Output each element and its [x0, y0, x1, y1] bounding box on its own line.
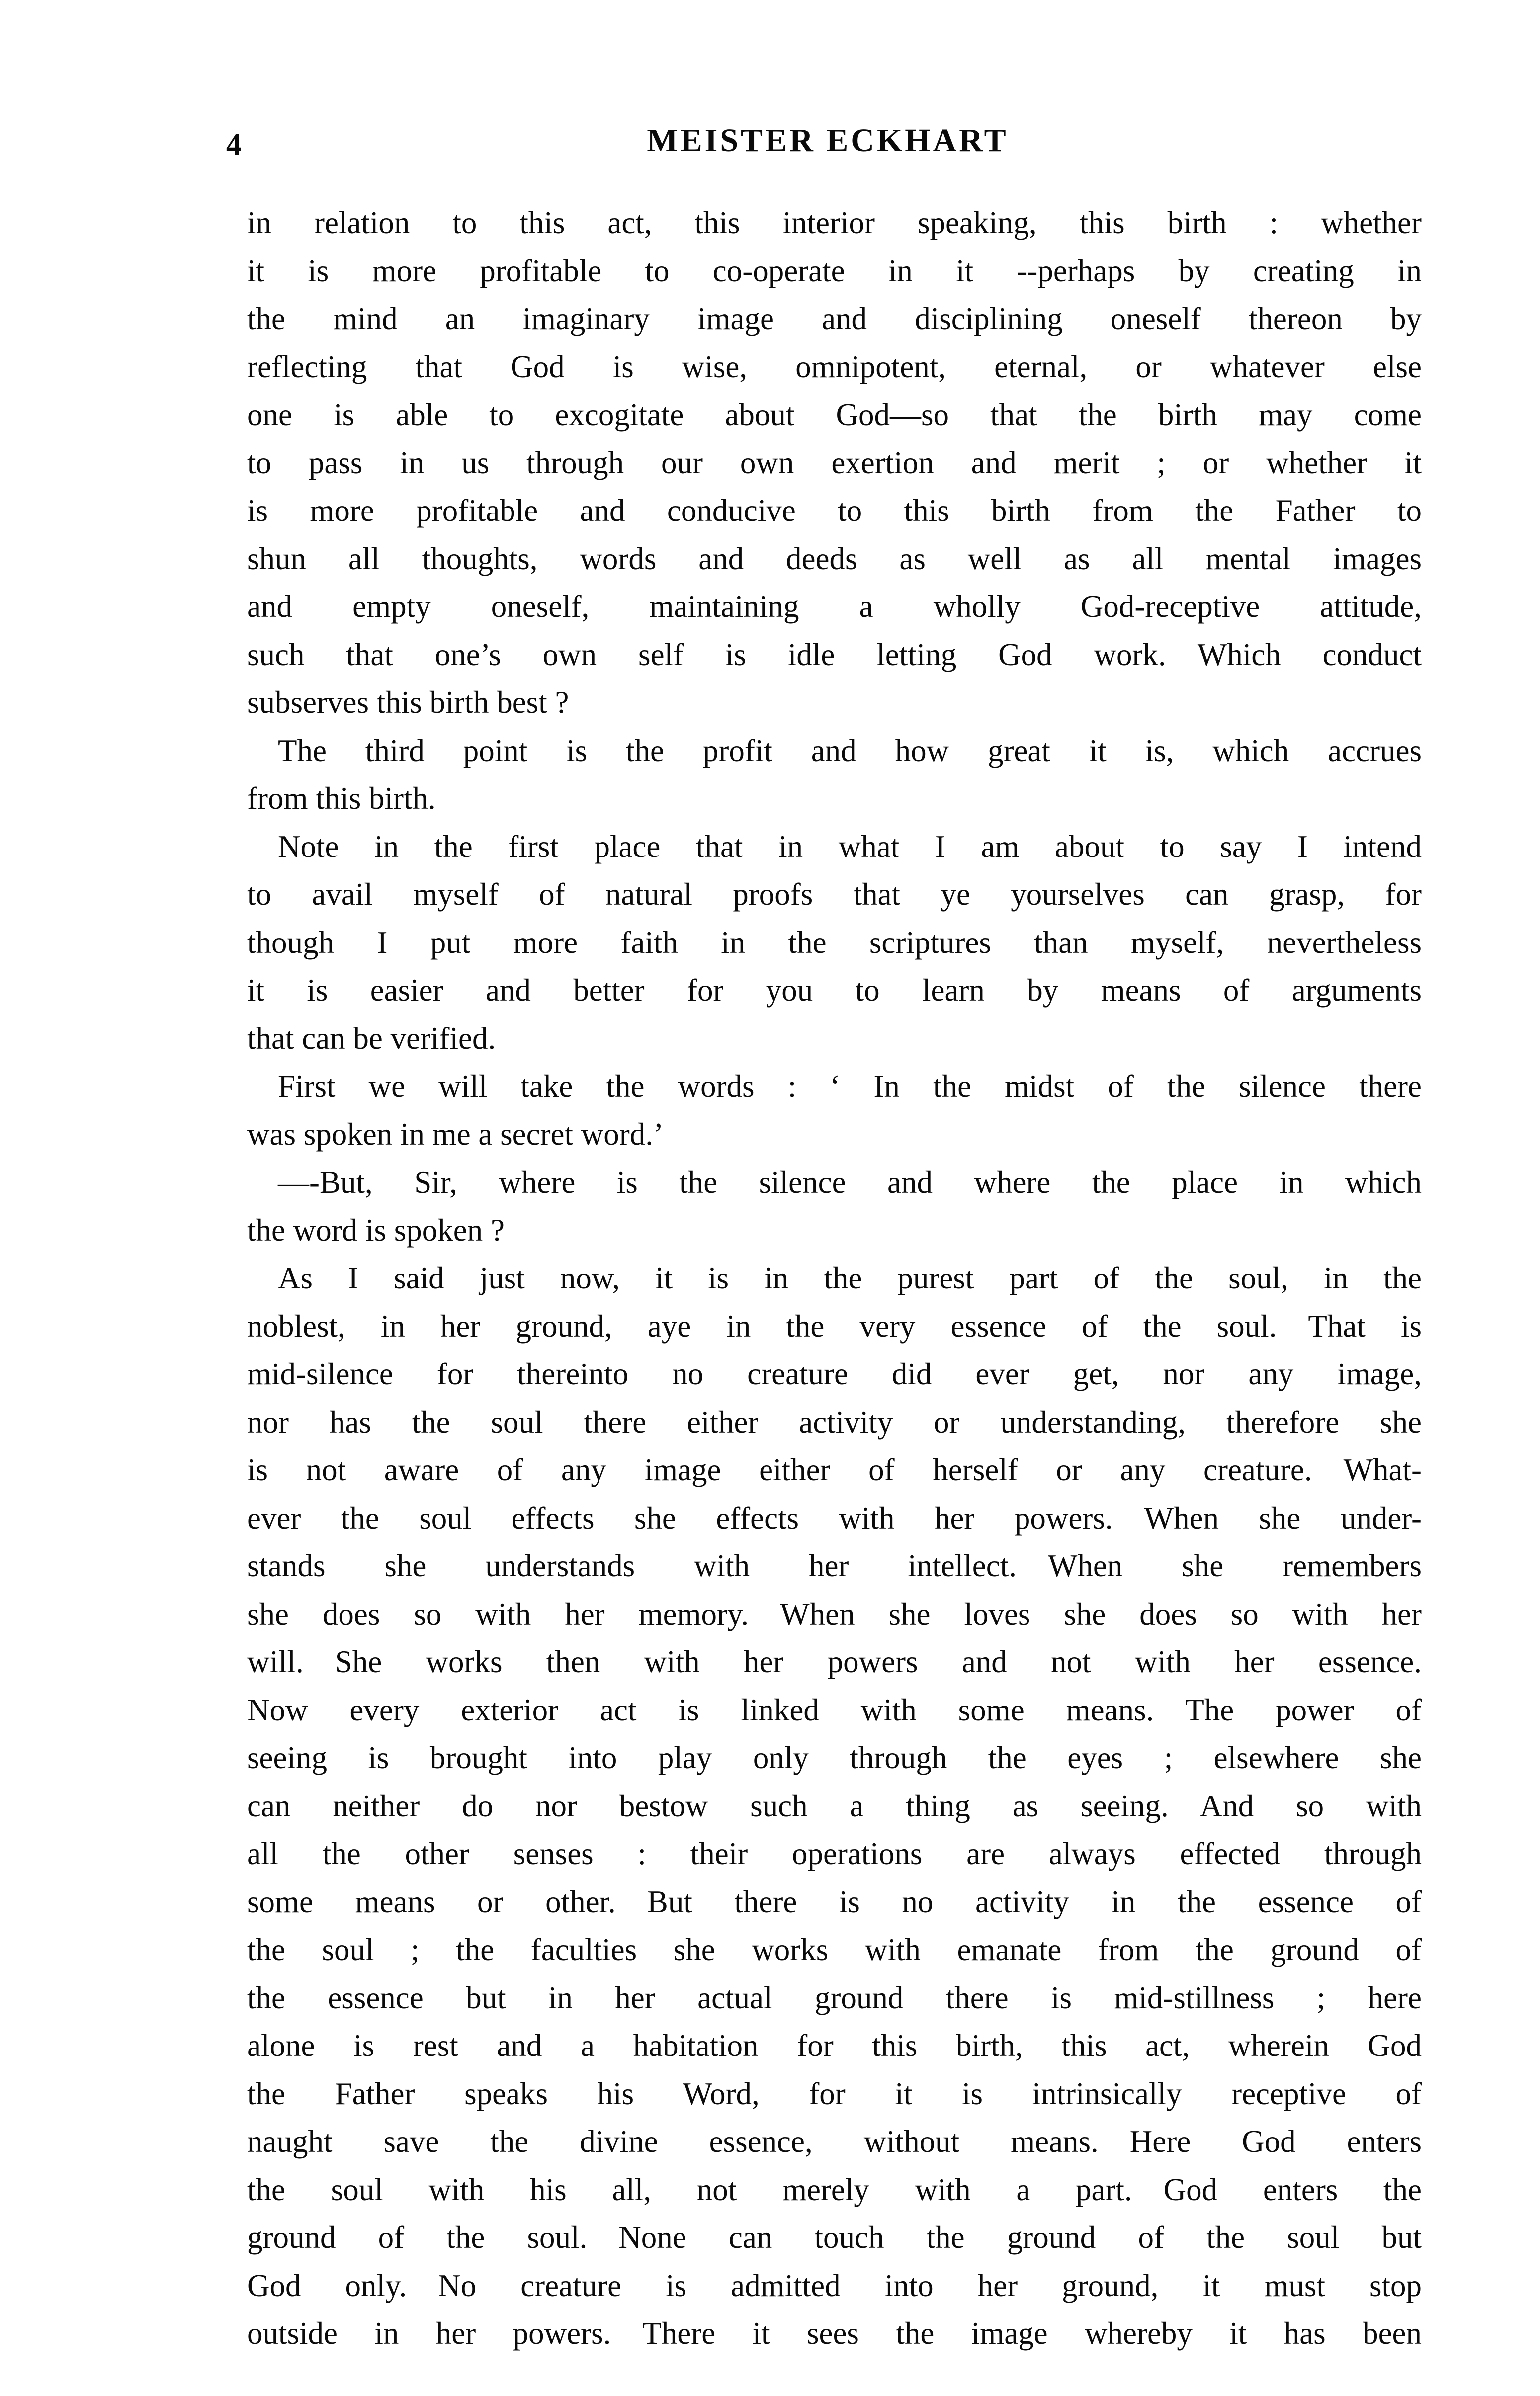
text-line-content: outside in her powers. There it sees the image whereby it has been [247, 2316, 1422, 2351]
text-line [247, 727, 1422, 775]
text-line-content: reflecting that God is wise, omnipotent, eternal, or whatever else [247, 349, 1422, 384]
text-line [247, 1542, 1422, 1590]
text-line-content: one is able to excogitate about God—so that the birth may come [247, 397, 1422, 432]
text-line [247, 2262, 1422, 2310]
text-line [247, 631, 1422, 679]
text-line [247, 1926, 1422, 1974]
text-line [247, 1878, 1422, 1926]
text-line-content: Now every exterior act is linked with some means. The power of [247, 1692, 1422, 1727]
text-line-content: is not aware of any image either of herself or any creature. What- [247, 1453, 1422, 1487]
text-line [247, 583, 1422, 631]
text-line-content: nor has the soul there either activity or understanding, therefore she [247, 1404, 1422, 1440]
text-line [247, 1974, 1422, 2022]
text-line [247, 2310, 1422, 2358]
text-line-content: was spoken in me a secret word.’ [247, 1116, 664, 1152]
text-line [247, 487, 1422, 535]
text-line-content: is more profitable and conducive to this birth from the Father to [247, 493, 1422, 528]
text-line-content: noblest, in her ground, aye in the very essence of the soul. That is [247, 1308, 1422, 1344]
text-line [247, 2214, 1422, 2262]
text-line-content: stands she understands with her intellect. When she remembers [247, 1548, 1422, 1583]
text-line-content: —-But, Sir, where is the silence and where the place in which [278, 1165, 1422, 1199]
text-line [247, 1398, 1422, 1447]
text-line-content: the mind an imaginary image and disciplining oneself thereon by [247, 301, 1422, 336]
text-line-content: all the other senses : their operations are always effected through [247, 1836, 1422, 1871]
text-line-content: The third point is the profit and how great it is, which accrues [278, 733, 1422, 768]
text-line-content: the Father speaks his Word, for it is intrinsically receptive of [247, 2076, 1422, 2111]
text-line-content: First we will take the words : ‘ In the midst of the silence there [278, 1069, 1422, 1104]
text-line-content: subserves this birth best ? [247, 685, 569, 720]
text-line [247, 1254, 1422, 1302]
text-line [247, 2070, 1422, 2118]
text-line [247, 1302, 1422, 1351]
text-line [247, 966, 1422, 1015]
text-line [247, 870, 1422, 919]
text-line-content: ever the soul effects she effects with her powers. When she under- [247, 1500, 1422, 1536]
text-line [247, 1158, 1422, 1206]
text-line [247, 919, 1422, 967]
text-line-content: from this birth. [247, 781, 436, 816]
text-line-content: mid-silence for thereinto no creature did ever get, nor any image, [247, 1357, 1422, 1391]
text-line [247, 679, 1422, 727]
text-line [247, 1734, 1422, 1782]
text-line-content: seeing is brought into play only through the eyes ; elsewhere she [247, 1740, 1422, 1775]
text-line-content: in relation to this act, this interior speaking, this birth : whether [247, 205, 1422, 240]
text-line-content: the soul with his all, not merely with a part. God enters the [247, 2172, 1422, 2207]
text-line-content: such that one’s own self is idle letting God work. Which conduct [247, 637, 1422, 672]
text-line-content: shun all thoughts, words and deeds as well as all mental images [247, 541, 1422, 576]
text-line [247, 1686, 1422, 1734]
text-line [247, 343, 1422, 391]
text-line [247, 1782, 1422, 1830]
text-line-content: some means or other. But there is no activity in the essence of [247, 1884, 1422, 1919]
text-line-content: she does so with her memory. When she loves she does so with her [247, 1596, 1422, 1631]
text-line [247, 1111, 1422, 1159]
text-line [247, 2118, 1422, 2166]
text-line-content: ground of the soul. None can touch the ground of the soul but [247, 2220, 1422, 2255]
text-line-content: Note in the first place that in what I am about to say I intend [278, 829, 1422, 864]
text-line [247, 1830, 1422, 1878]
text-line [247, 1350, 1422, 1398]
text-line [247, 295, 1422, 343]
text-line-content: God only. No creature is admitted into her ground, it must stop [247, 2268, 1422, 2303]
text-line [247, 2166, 1422, 2214]
text-line [247, 1446, 1422, 1494]
text-line [247, 439, 1422, 487]
text-line-content: can neither do nor bestow such a thing as seeing. And so with [247, 1788, 1422, 1823]
text-line [247, 1206, 1422, 1255]
text-line-content: it is more profitable to co-operate in it --perhaps by creating in [247, 253, 1422, 288]
text-line-content: alone is rest and a habitation for this birth, this act, wherein God [247, 2028, 1422, 2063]
text-line [247, 1015, 1422, 1063]
page-number: 4 [226, 128, 242, 162]
text-line [247, 823, 1422, 871]
text-line-content: the essence but in her actual ground there is mid-stillness ; here [247, 1980, 1422, 2015]
running-head [226, 124, 1429, 169]
text-line [247, 1638, 1422, 1686]
text-line-content: to pass in us through our own exertion and merit ; or whether it [247, 445, 1422, 480]
running-title: MEISTER ECKHART [647, 122, 1009, 159]
text-line-content: though I put more faith in the scriptures than myself, nevertheless [247, 925, 1422, 960]
text-line [247, 2022, 1422, 2070]
text-line [247, 535, 1422, 583]
body-text [247, 199, 1422, 2358]
text-line-content: and empty oneself, maintaining a wholly God-receptive attitude, [247, 589, 1422, 624]
text-line [247, 391, 1422, 439]
text-line-content: that can be verified. [247, 1021, 496, 1056]
text-line-content: the soul ; the faculties she works with emanate from the ground of [247, 1932, 1422, 1967]
text-line-content: As I said just now, it is in the purest part of the soul, in the [278, 1261, 1422, 1295]
text-line-content: to avail myself of natural proofs that ye yourselves can grasp, for [247, 877, 1422, 912]
text-line [247, 774, 1422, 823]
text-line [247, 1590, 1422, 1638]
text-line-content: the word is spoken ? [247, 1212, 505, 1248]
text-line [247, 247, 1422, 295]
text-line-content: it is easier and better for you to learn by means of arguments [247, 973, 1422, 1008]
text-line [247, 1062, 1422, 1111]
text-line-content: naught save the divine essеnce, without means. Here God enters [247, 2124, 1422, 2159]
text-line [247, 199, 1422, 247]
text-line-content: will. She works then with her powers and not with her essence. [247, 1644, 1422, 1679]
text-line [247, 1494, 1422, 1542]
